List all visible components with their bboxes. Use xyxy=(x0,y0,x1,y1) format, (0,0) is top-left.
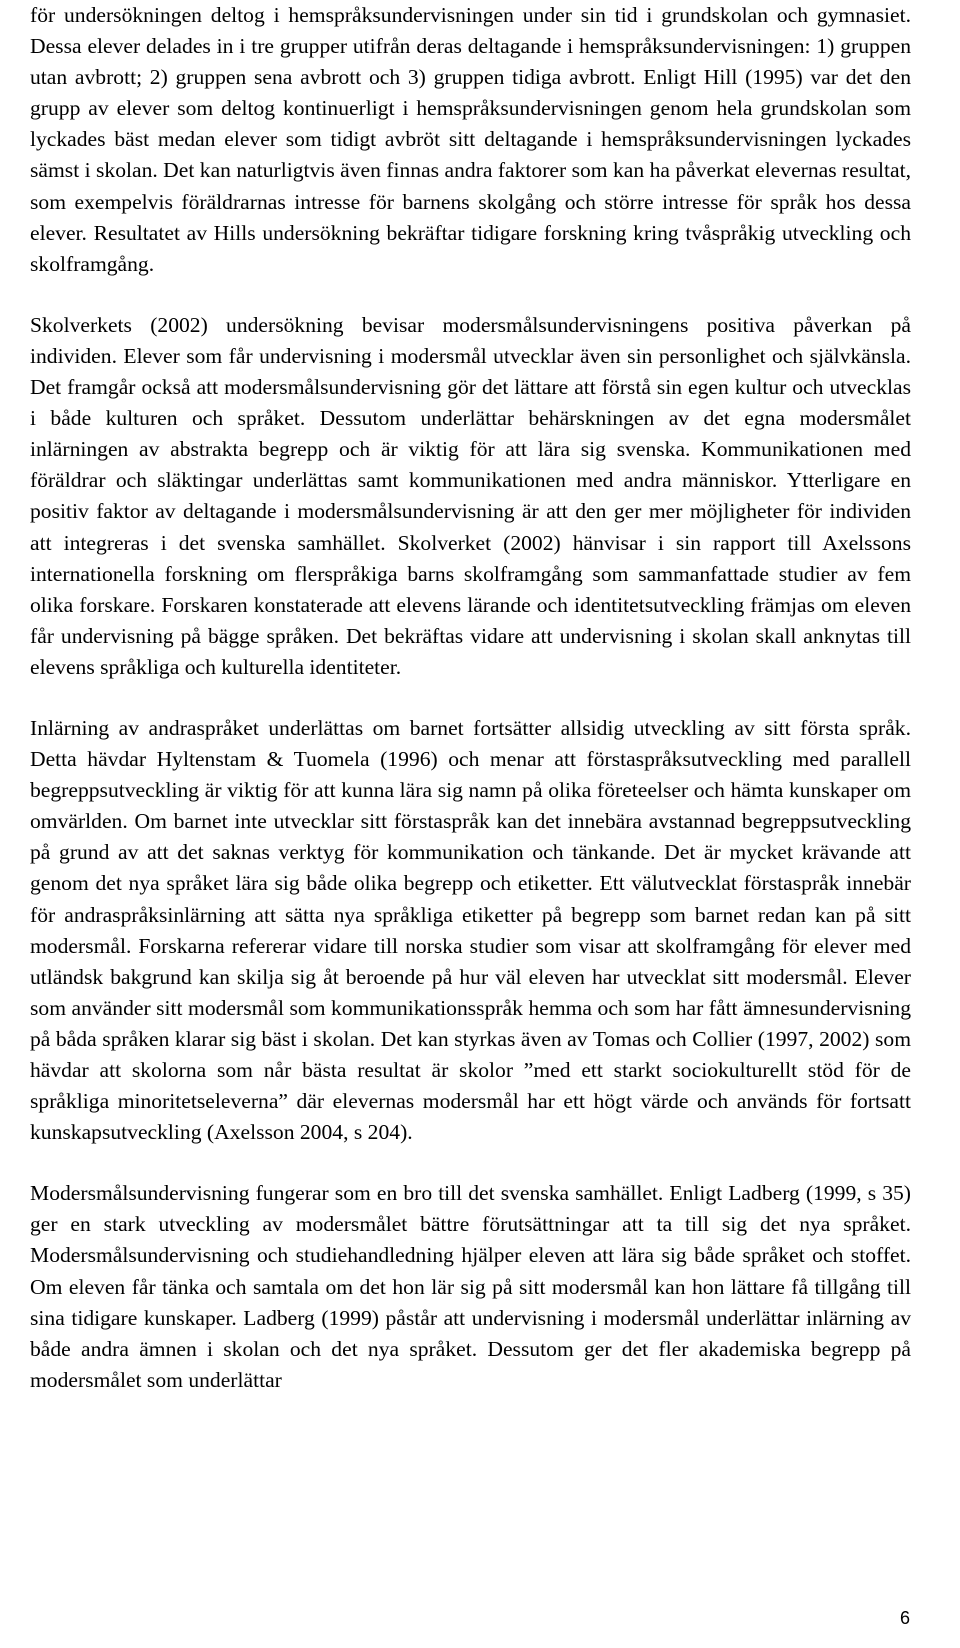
paragraph-modersmalsundervisning: Modersmålsundervisning fungerar som en bro till det svenska samhället. Enligt Ladberg (1999, s 35) ger en stark utveckling av modersmålet bättre förutsättningar att ta till sig det nya språket. Modersmålsundervisning och studiehandledning hjälper eleven att lära sig både språket och stoffet. Om eleven får tänka och samtala om det hon lär sig på sitt modersmål kan hon lättare få tillgång till sina tidigare kunskaper. Ladberg (1999) påstår att undervisning i modersmål underlättar inlärning av både andra ämnen i skolan och det nya språket. Dessutom ger det fler akademiska begrepp på modersmålet som underlättar xyxy=(30,1181,911,1392)
page-number: 6 xyxy=(899,1608,910,1628)
paragraph-hill-study: för undersökningen deltog i hemspråksundervisningen under sin tid i grundskolan och gymnasiet. Dessa elever delades in i tre grupper utifrån deras deltagande i hemspråksundervisningen: 1) gruppen utan avbrott; 2) gruppen sena avbrott och 3) gruppen tidiga avbrott. Enligt Hill (1995) var det den grupp av elever som deltog kontinuerligt i hemspråksundervisningen genom hela grundskolan som lyckades bäst medan elever som tidigt avbröt sitt deltagande i hemspråksundervisningen lyckades sämst i skolan. Det kan naturligtvis även finnas andra faktorer som kan ha påverkat elevernas resultat, som exempelvis föräldrarnas intresse för barnens skolgång och större intresse för språk hos dessa elever. Resultatet av Hills undersökning bekräftar tidigare forskning kring tvåspråkig utveckling och skolframgång. xyxy=(30,3,911,276)
document-body xyxy=(30,0,911,1426)
paragraph-skolverket: Skolverkets (2002) undersökning bevisar modersmålsundervisningens positiva påverkan på individen. Elever som får undervisning i modersmål utvecklar även sin personlighet och självkänsla. Det framgår också att modersmålsundervisning gör det lättare att förstå sin egen kultur och utvecklas i både kulturen och språket. Dessutom underlättar behärskningen av det egna modersmålet inlärningen av abstrakta begrepp och är viktig för att lära sig svenska. Kommunikationen med föräldrar och släktingar underlättas samt kommunikationen med andra människor. Ytterligare en positiv faktor av deltagande i modersmålsundervisning är att den ger mer möjligheter för individen att integreras i det svenska samhället. Skolverket (2002) hänvisar i sin rapport till Axelssons internationella forskning om flerspråkiga barns skolframgång som sammanfattade studier av fem olika forskare. Forskaren konstaterade att elevens lärande och identitetsutveckling främjas om eleven får undervisning på bägge språken. Det bekräftas vidare att undervisning i skolan skall anknytas till elevens språkliga och kulturella identiteter. xyxy=(30,312,911,679)
paragraph-hyltenstam-tuomela: Inlärning av andraspråket underlättas om barnet fortsätter allsidig utveckling av sitt första språk. Detta hävdar Hyltenstam & Tuomela (1996) och menar att förstaspråksutveckling med parallell begreppsutveckling är viktig för att kunna lära sig namn på olika företeelser och hämta kunskaper om omvärlden. Om barnet inte utvecklar sitt förstaspråk kan det innebära avstannad begreppsutveckling på grund av att det saknas verktyg för kommunikation och tänkande. Det är mycket krävande att genom det nya språket lära sig både olika begrepp och etiketter. Ett välutvecklat förstaspråk innebär för andraspråksinlärning att sätta nya språkliga etiketter på begrepp som barnet redan kan på sitt modersmål. Forskarna refererar vidare till norska studier som visar att skolframgång för elever med utländsk bakgrund kan skilja sig åt beroende på hur väl eleven har utvecklat sitt modersmål. Elever som använder sitt modersmål som kommunikationsspråk hemma och som har fått ämnesundervisning på båda språken klarar sig bäst i skolan. Det kan styrkas även av Tomas och Collier (1997, 2002) som hävdar att skolorna som når bästa resultat är skolor ”med ett starkt sociokulturellt stöd för de språkliga minoritetseleverna” där elevernas modersmål har ett högt värde och används för fortsatt kunskapsutveckling (Axelsson 2004, s 204). xyxy=(30,715,911,1145)
